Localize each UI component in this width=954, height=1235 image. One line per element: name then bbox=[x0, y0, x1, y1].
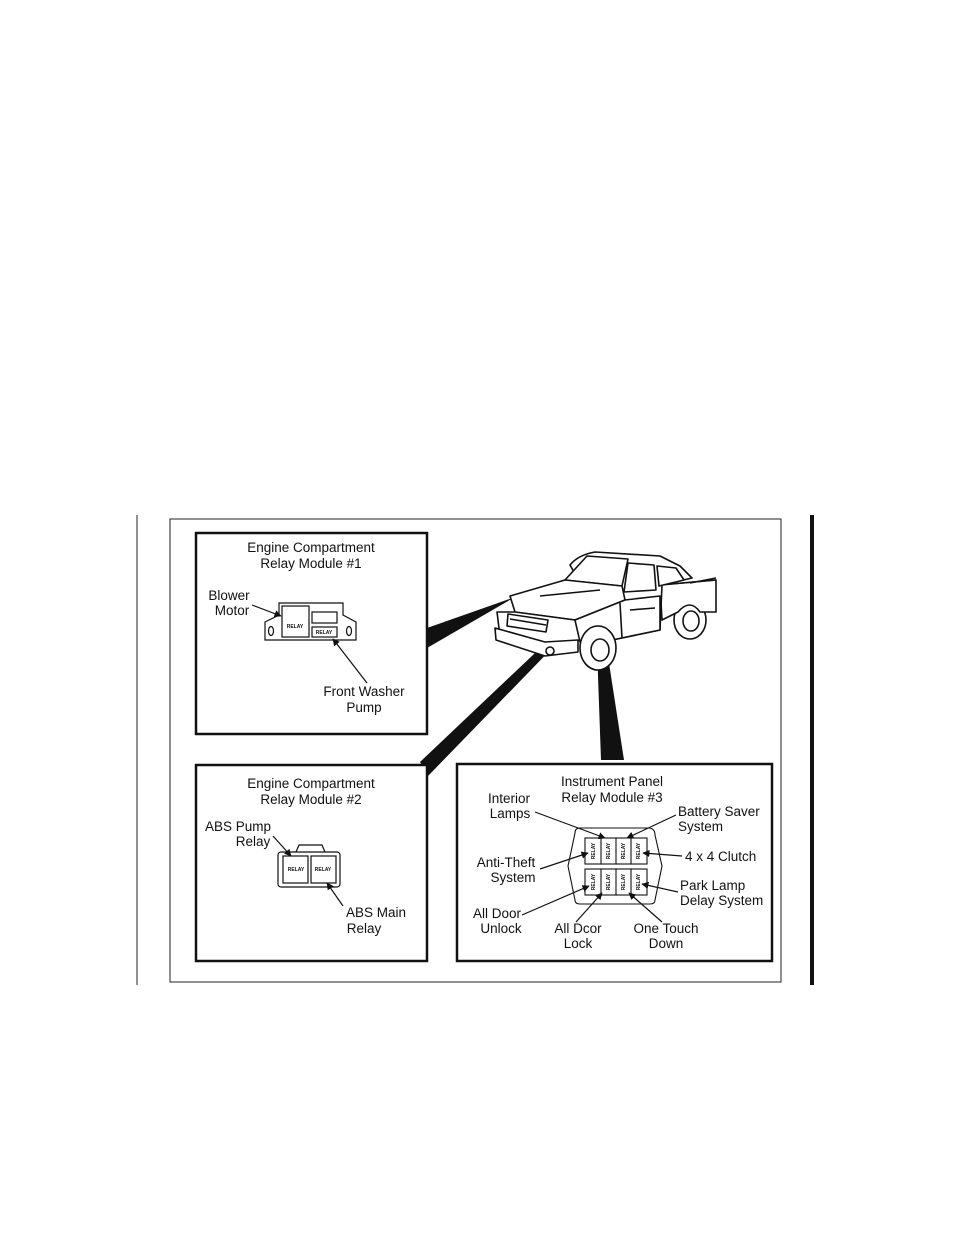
abs-main-label-line1: ABS Main bbox=[345, 905, 407, 920]
relay-lower-3-label: RELAY bbox=[621, 873, 627, 891]
battery-saver-label-line2: System bbox=[678, 819, 724, 834]
blower-motor-label-line2: Motor bbox=[214, 603, 250, 618]
all-door-lock-label-line1: All Dcor bbox=[554, 921, 602, 936]
interior-lamps-label-line2: Lamps bbox=[489, 806, 531, 821]
module2-title-line1: Engine Compartment bbox=[247, 776, 375, 791]
blower-relay-label: RELAY bbox=[286, 624, 304, 630]
relay-lower-4-label: RELAY bbox=[636, 873, 642, 891]
all-door-unlock-label-line2: Unlock bbox=[480, 921, 522, 936]
relay-lower-1-label: RELAY bbox=[591, 873, 597, 891]
relay-lower-2-label: RELAY bbox=[606, 873, 612, 891]
all-door-unlock-label-line1: All Door bbox=[472, 906, 522, 921]
module1-relay-housing bbox=[265, 603, 356, 640]
anti-theft-label-line1: Anti-Theft bbox=[476, 855, 536, 870]
interior-lamps-label-line1: Interior bbox=[487, 791, 531, 806]
pointer-wedge-module2 bbox=[420, 636, 560, 776]
clutch-label: 4 x 4 Clutch bbox=[685, 849, 757, 864]
park-lamp-label-line2: Delay System bbox=[680, 893, 764, 908]
module1-title-line1: Engine Compartment bbox=[247, 540, 375, 555]
blower-motor-label-line1: Blower bbox=[208, 588, 250, 603]
battery-saver-label-line1: Battery Saver bbox=[678, 804, 760, 819]
abs-pump-label-line2: Relay bbox=[235, 834, 271, 849]
front-washer-label-line1: Front Washer bbox=[323, 684, 405, 699]
washer-relay-label: RELAY bbox=[315, 630, 333, 636]
one-touch-label-line1: One Touch bbox=[633, 921, 699, 936]
relay-upper-4-label: RELAY bbox=[636, 842, 642, 860]
relay-upper-3-label: RELAY bbox=[621, 842, 627, 860]
front-washer-label-line2: Pump bbox=[346, 700, 382, 715]
module1-title-line2: Relay Module #1 bbox=[260, 556, 362, 571]
anti-theft-label-line2: System bbox=[490, 870, 536, 885]
all-door-lock-label-line2: Lock bbox=[563, 936, 593, 951]
module3-title-line2: Relay Module #3 bbox=[561, 790, 663, 805]
park-lamp-label-line1: Park Lamp bbox=[680, 878, 746, 893]
module3-title-line1: Instrument Panel bbox=[560, 774, 664, 789]
abs-main-relay-label: RELAY bbox=[314, 867, 332, 873]
abs-pump-label-line1: ABS Pump bbox=[204, 819, 272, 834]
relay-upper-1-label: RELAY bbox=[591, 842, 597, 860]
pickup-truck-illustration bbox=[495, 552, 716, 670]
abs-main-label-line2: Relay bbox=[346, 921, 382, 936]
one-touch-label-line2: Down bbox=[648, 936, 684, 951]
relay-upper-2-label: RELAY bbox=[606, 842, 612, 860]
module2-title-line2: Relay Module #2 bbox=[260, 792, 362, 807]
abs-pump-relay-label: RELAY bbox=[287, 867, 305, 873]
module3-relay-housing bbox=[568, 828, 662, 904]
